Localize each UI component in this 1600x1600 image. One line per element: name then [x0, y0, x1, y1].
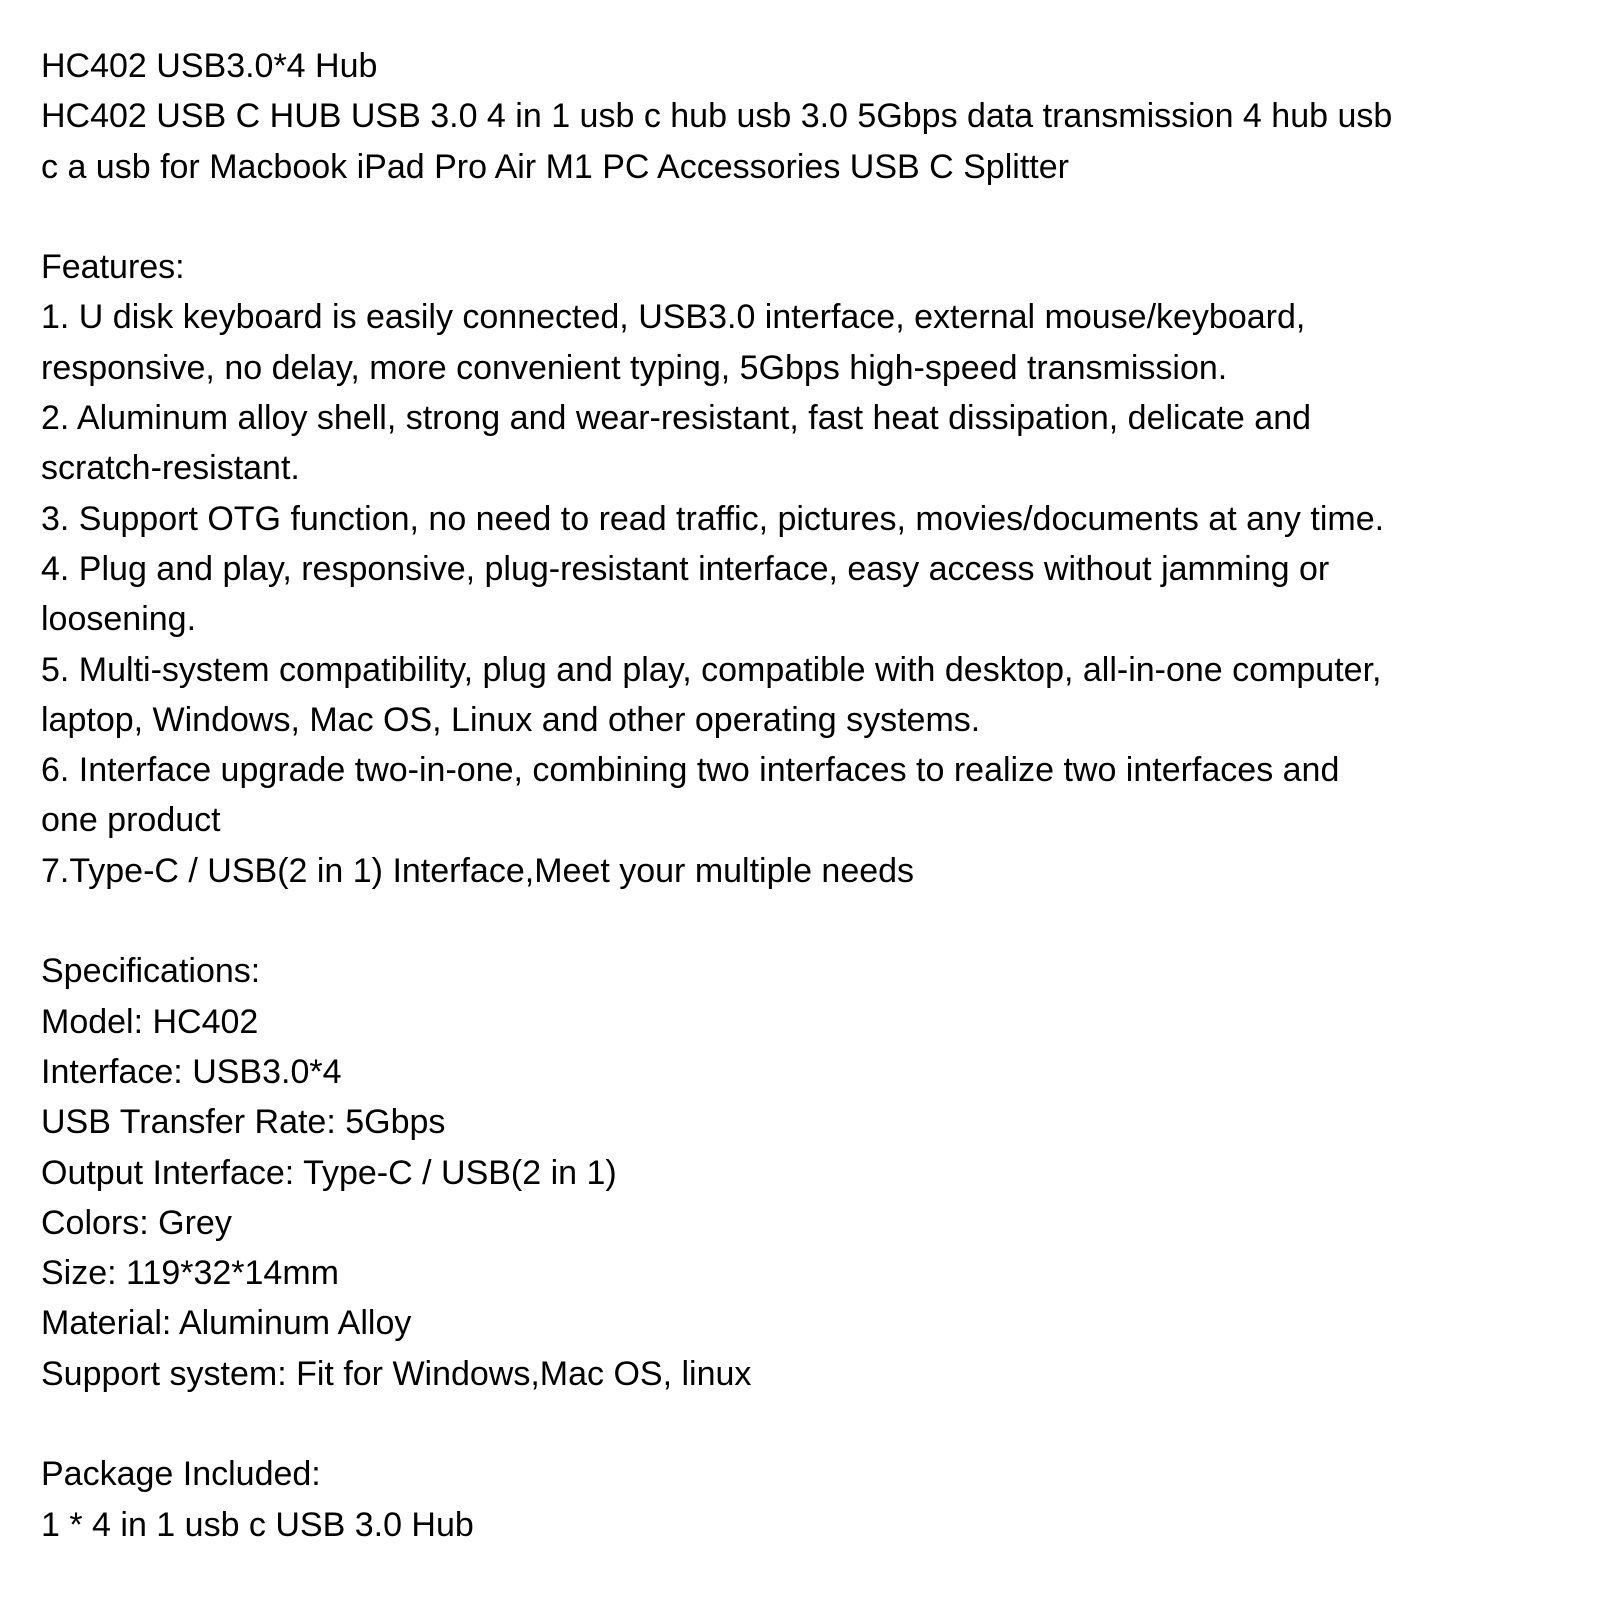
- spec-output-interface: Output Interface: Type-C / USB(2 in 1): [41, 1153, 617, 1192]
- package-item: 1 * 4 in 1 usb c USB 3.0 Hub: [41, 1505, 474, 1544]
- features-line: 4. Plug and play, responsive, plug-resistant interface, easy access without jamming or: [41, 549, 1330, 588]
- package-section: [41, 1449, 1571, 1550]
- spec-model: Model: HC402: [41, 1002, 259, 1041]
- features-line: 3. Support OTG function, no need to read traffic, pictures, movies/documents at any time.: [41, 499, 1385, 538]
- features-line: 2. Aluminum alloy shell, strong and wear-resistant, fast heat dissipation, delicate and: [41, 399, 1312, 438]
- product-description: [41, 41, 1571, 1550]
- features-section: [41, 242, 1571, 896]
- features-line: laptop, Windows, Mac OS, Linux and other operating systems.: [41, 700, 981, 739]
- spec-material: Material: Aluminum Alloy: [41, 1304, 412, 1343]
- product-subtitle-line-1: HC402 USB C HUB USB 3.0 4 in 1 usb c hub usb 3.0 5Gbps data transmission 4 hub usb: [41, 97, 1393, 136]
- features-line: 6. Interface upgrade two-in-one, combining two interfaces to realize two interfaces and: [41, 751, 1340, 790]
- features-line: scratch-resistant.: [41, 449, 300, 488]
- features-line: loosening.: [41, 600, 197, 639]
- product-title: HC402 USB3.0*4 Hub: [41, 47, 378, 85]
- product-subtitle-line-2: c a usb for Macbook iPad Pro Air M1 PC Accessories USB C Splitter: [41, 147, 1069, 186]
- spec-interface: Interface: USB3.0*4: [41, 1052, 342, 1091]
- features-line: 7.Type-C / USB(2 in 1) Interface,Meet your multiple needs: [41, 851, 915, 890]
- spec-support-system: Support system: Fit for Windows,Mac OS, linux: [41, 1354, 752, 1393]
- specifications-heading: Specifications:: [41, 952, 261, 991]
- features-line: 1. U disk keyboard is easily connected, USB3.0 interface, external mouse/keyboard,: [41, 298, 1306, 337]
- features-line: one product: [41, 801, 221, 840]
- package-heading: Package Included:: [41, 1455, 321, 1494]
- spacer: [41, 896, 1571, 946]
- features-heading: Features:: [41, 248, 185, 287]
- spacer: [41, 1399, 1571, 1449]
- spec-transfer-rate: USB Transfer Rate: 5Gbps: [41, 1103, 446, 1142]
- spec-size: Size: 119*32*14mm: [41, 1254, 339, 1293]
- specifications-section: [41, 946, 1571, 1399]
- spacer: [41, 192, 1571, 242]
- spec-colors: Colors: Grey: [41, 1203, 232, 1242]
- features-line: responsive, no delay, more convenient typing, 5Gbps high-speed transmission.: [41, 348, 1228, 387]
- features-line: 5. Multi-system compatibility, plug and play, compatible with desktop, all-in-one computer,: [41, 650, 1382, 689]
